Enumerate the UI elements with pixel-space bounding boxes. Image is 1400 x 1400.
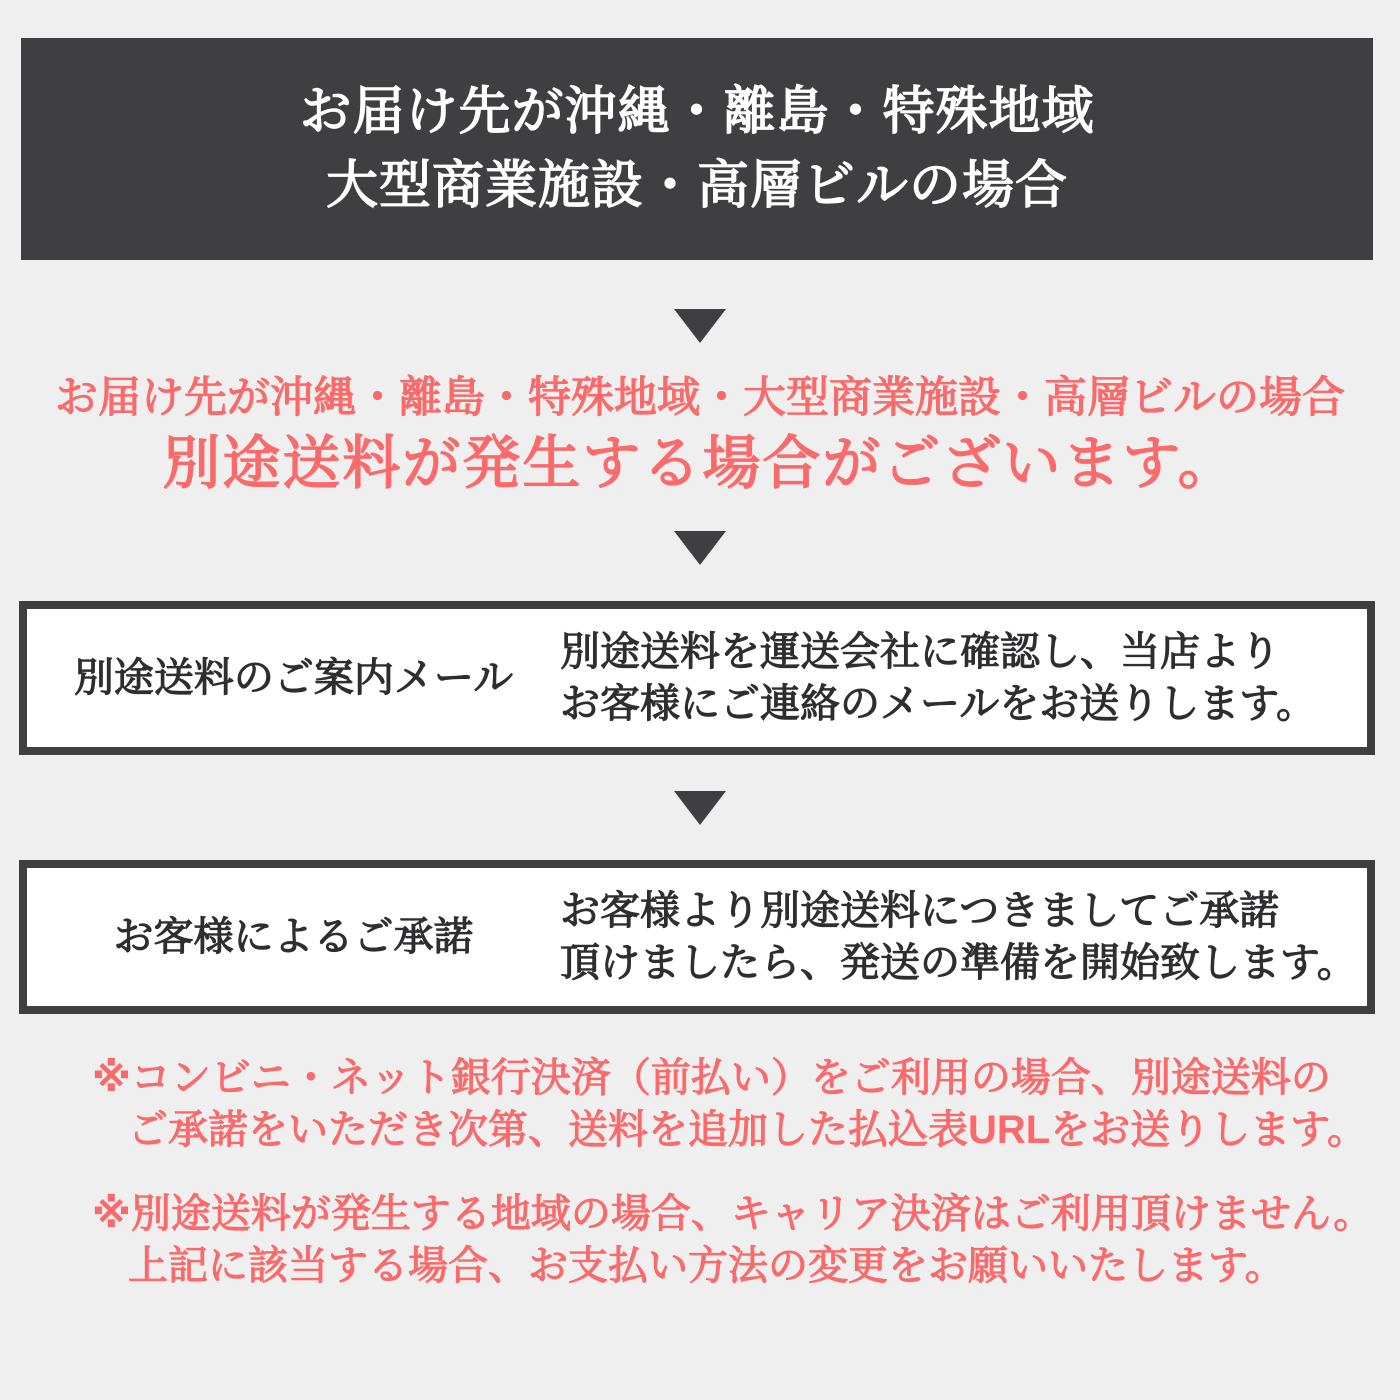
footnote-line-1: ※コンビニ・ネット銀行決済（前払い）をご利用の場合、別途送料の [92,1056,1331,1100]
footnote-line-1: ※別途送料が発生する地域の場合、キャリア決済はご利用頂けません。 [92,1192,1374,1236]
header-banner [21,38,1373,260]
header-line-2: 大型商業施設・高層ビルの場合 [325,157,1068,215]
footnote-carrier-payment [92,1188,1373,1292]
step-label: お客様によるご承諾 [113,915,474,959]
step-label: 別途送料のご案内メール [73,656,514,700]
step-description-line-2: お客様にご連絡のメールをお送りします。 [560,682,1316,726]
step-description [560,885,1367,989]
notice-condition-text: お届け先が沖縄・離島・特殊地域・大型商業施設・高層ビルの場合 [55,374,1345,422]
footnote-prepayment [92,1052,1367,1156]
step-description-line-2: 頂けましたら、発送の準備を開始致します。 [560,941,1357,985]
step-description-line-1: お客様より別途送料につきましてご承諾 [560,889,1280,933]
down-arrow-icon [674,531,726,565]
header-line-1: お届け先が沖縄・離島・特殊地域 [299,83,1095,141]
down-arrow-icon [674,791,726,825]
footnote-line-2: ご承諾をいただき次第、送料を追加した払込表URLをお送りします。 [128,1108,1368,1152]
step-box-fee-notice-email [19,601,1375,755]
down-arrow-icon [674,309,726,343]
step-description [560,626,1367,730]
step-description-line-1: 別途送料を運送会社に確認し、当店より [560,630,1280,674]
step-box-customer-approval [19,860,1375,1014]
footnote-line-2: 上記に該当する場合、お支払い方法の変更をお願いいたします。 [128,1244,1285,1288]
notice-extra-fee-text: 別途送料が発生する場合がございます。 [162,431,1238,496]
